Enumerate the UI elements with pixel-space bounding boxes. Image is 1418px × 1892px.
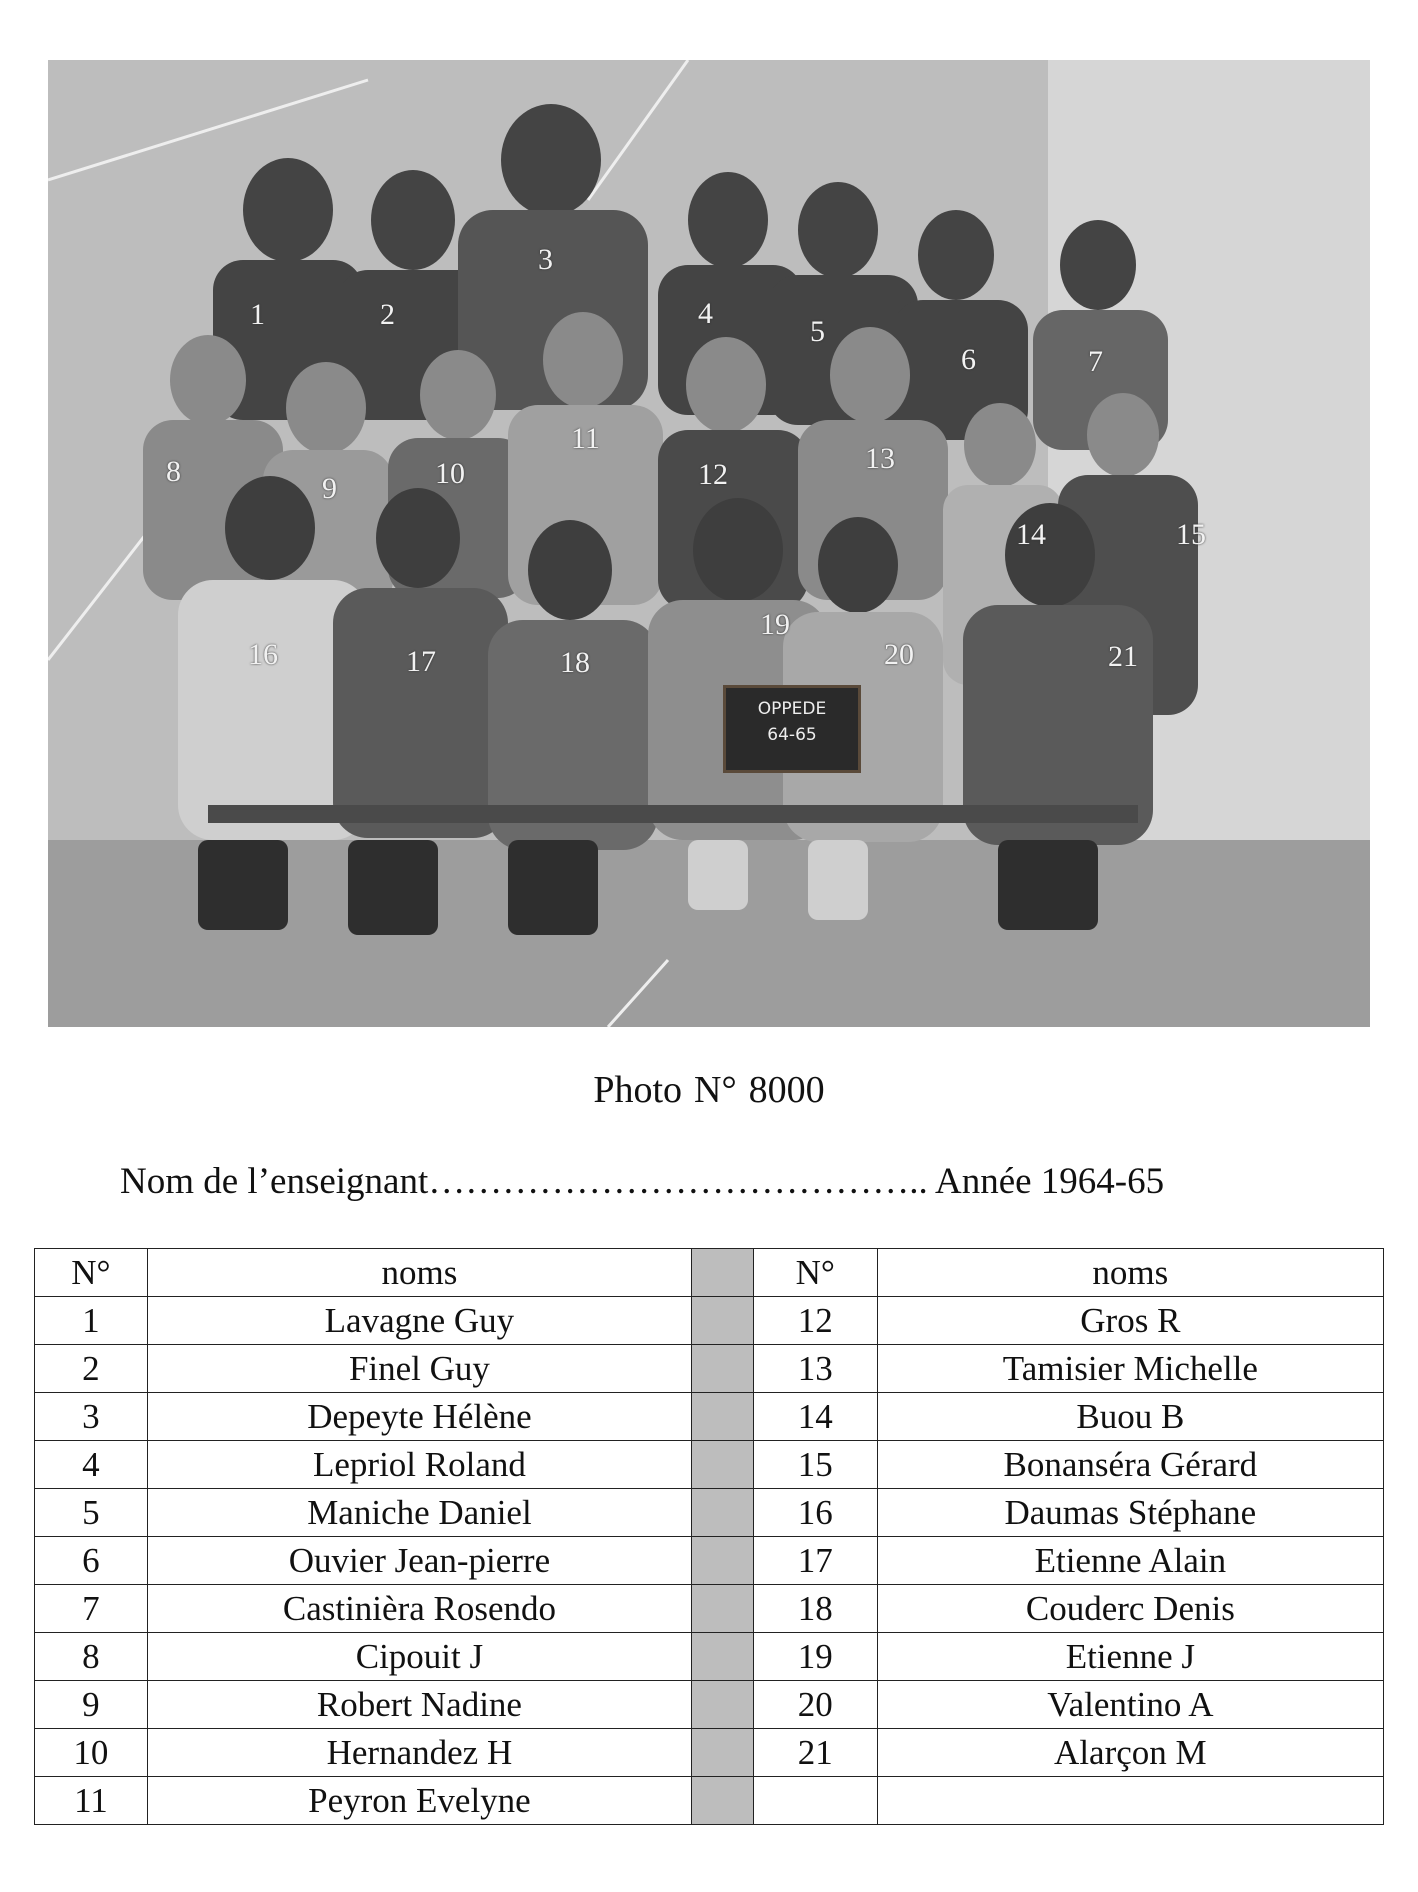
class-photo (48, 60, 1370, 1027)
table-row (35, 1537, 1384, 1585)
header-num-right: N° (753, 1249, 877, 1297)
slate-village: OPPEDE (757, 699, 827, 719)
row-name-left: Ouvier Jean-pierre (147, 1537, 691, 1585)
row-name-right: Daumas Stéphane (877, 1489, 1383, 1537)
row-name-right: Tamisier Michelle (877, 1345, 1383, 1393)
child-number-5: 5 (810, 315, 825, 348)
table-gap (692, 1585, 754, 1633)
child-number-11: 11 (571, 422, 600, 455)
row-num-right: 12 (753, 1297, 877, 1345)
caption-number: 8000 (748, 1069, 825, 1111)
table-gap (692, 1777, 754, 1825)
table-row (35, 1729, 1384, 1777)
teacher-label: Nom de l’enseignant (120, 1161, 429, 1202)
row-num-left: 9 (35, 1681, 148, 1729)
table-row (35, 1393, 1384, 1441)
table-row (35, 1681, 1384, 1729)
child-number-10: 10 (435, 457, 465, 490)
child-number-19: 19 (760, 608, 790, 641)
table-gap (692, 1249, 754, 1297)
row-num-right: 17 (753, 1537, 877, 1585)
child-number-17: 17 (406, 645, 436, 678)
table-row (35, 1585, 1384, 1633)
row-name-left: Maniche Daniel (147, 1489, 691, 1537)
child-number-6: 6 (961, 343, 976, 376)
child-number-4: 4 (698, 297, 713, 330)
child-number-7: 7 (1088, 345, 1103, 378)
row-num-right: 15 (753, 1441, 877, 1489)
header-names-right: noms (877, 1249, 1383, 1297)
row-name-left: Finel Guy (147, 1345, 691, 1393)
row-name-right: Couderc Denis (877, 1585, 1383, 1633)
child-number-21: 21 (1108, 640, 1138, 673)
child-number-13: 13 (865, 442, 895, 475)
row-name-left: Cipouit J (147, 1633, 691, 1681)
table-gap (692, 1681, 754, 1729)
year-value: 1964-65 (1040, 1161, 1165, 1202)
child-number-15: 15 (1176, 518, 1206, 551)
row-name-left: Robert Nadine (147, 1681, 691, 1729)
row-name-left: Peyron Evelyne (147, 1777, 691, 1825)
table-gap (692, 1537, 754, 1585)
table-gap (692, 1345, 754, 1393)
row-num-right (753, 1777, 877, 1825)
child-number-9: 9 (322, 472, 337, 505)
names-table-body (35, 1249, 1384, 1825)
caption-number-label: N° (694, 1069, 737, 1111)
row-num-right: 20 (753, 1681, 877, 1729)
row-num-right: 13 (753, 1345, 877, 1393)
child-number-16: 16 (248, 638, 278, 671)
photo-caption (0, 1068, 1418, 1112)
row-name-right: Alarçon M (877, 1729, 1383, 1777)
child-number-12: 12 (698, 458, 728, 491)
row-name-left: Hernandez H (147, 1729, 691, 1777)
row-name-left: Lavagne Guy (147, 1297, 691, 1345)
row-num-right: 18 (753, 1585, 877, 1633)
table-header-row (35, 1249, 1384, 1297)
row-num-left: 10 (35, 1729, 148, 1777)
row-num-right: 21 (753, 1729, 877, 1777)
row-name-right: Gros R (877, 1297, 1383, 1345)
year-label: Année (934, 1161, 1032, 1202)
row-num-left: 6 (35, 1537, 148, 1585)
child-number-18: 18 (560, 646, 590, 679)
row-num-left: 1 (35, 1297, 148, 1345)
row-name-right: Etienne Alain (877, 1537, 1383, 1585)
table-row (35, 1489, 1384, 1537)
table-row (35, 1297, 1384, 1345)
row-num-left: 4 (35, 1441, 148, 1489)
row-num-left: 3 (35, 1393, 148, 1441)
names-table (34, 1248, 1384, 1825)
row-num-left: 11 (35, 1777, 148, 1825)
child-number-14: 14 (1016, 518, 1046, 551)
child-number-8: 8 (166, 455, 181, 488)
table-row (35, 1441, 1384, 1489)
child-number-3: 3 (538, 243, 553, 276)
table-row (35, 1345, 1384, 1393)
row-name-right: Etienne J (877, 1633, 1383, 1681)
row-name-left: Lepriol Roland (147, 1441, 691, 1489)
photo-silhouettes (48, 60, 1370, 1027)
teacher-dots: ………………………………….. (428, 1161, 928, 1202)
table-gap (692, 1633, 754, 1681)
row-num-left: 5 (35, 1489, 148, 1537)
class-slate (723, 685, 861, 773)
table-gap (692, 1393, 754, 1441)
child-number-1: 1 (250, 298, 265, 331)
row-num-left: 7 (35, 1585, 148, 1633)
table-row (35, 1633, 1384, 1681)
row-num-left: 8 (35, 1633, 148, 1681)
row-name-right: Valentino A (877, 1681, 1383, 1729)
child-number-2: 2 (380, 298, 395, 331)
header-names-left: noms (147, 1249, 691, 1297)
child-number-20: 20 (884, 638, 914, 671)
row-name-left: Depeyte Hélène (147, 1393, 691, 1441)
table-row (35, 1777, 1384, 1825)
row-name-right: Bonanséra Gérard (877, 1441, 1383, 1489)
header-num-left: N° (35, 1249, 148, 1297)
caption-label: Photo (593, 1069, 683, 1111)
row-num-right: 16 (753, 1489, 877, 1537)
table-gap (692, 1297, 754, 1345)
table-gap (692, 1441, 754, 1489)
row-num-right: 14 (753, 1393, 877, 1441)
row-name-right: Buou B (877, 1393, 1383, 1441)
row-name-left: Castinièra Rosendo (147, 1585, 691, 1633)
row-num-left: 2 (35, 1345, 148, 1393)
table-gap (692, 1489, 754, 1537)
table-gap (692, 1729, 754, 1777)
row-num-right: 19 (753, 1633, 877, 1681)
row-name-right (877, 1777, 1383, 1825)
slate-year: 64-65 (767, 725, 817, 745)
teacher-line (120, 1160, 1164, 1203)
